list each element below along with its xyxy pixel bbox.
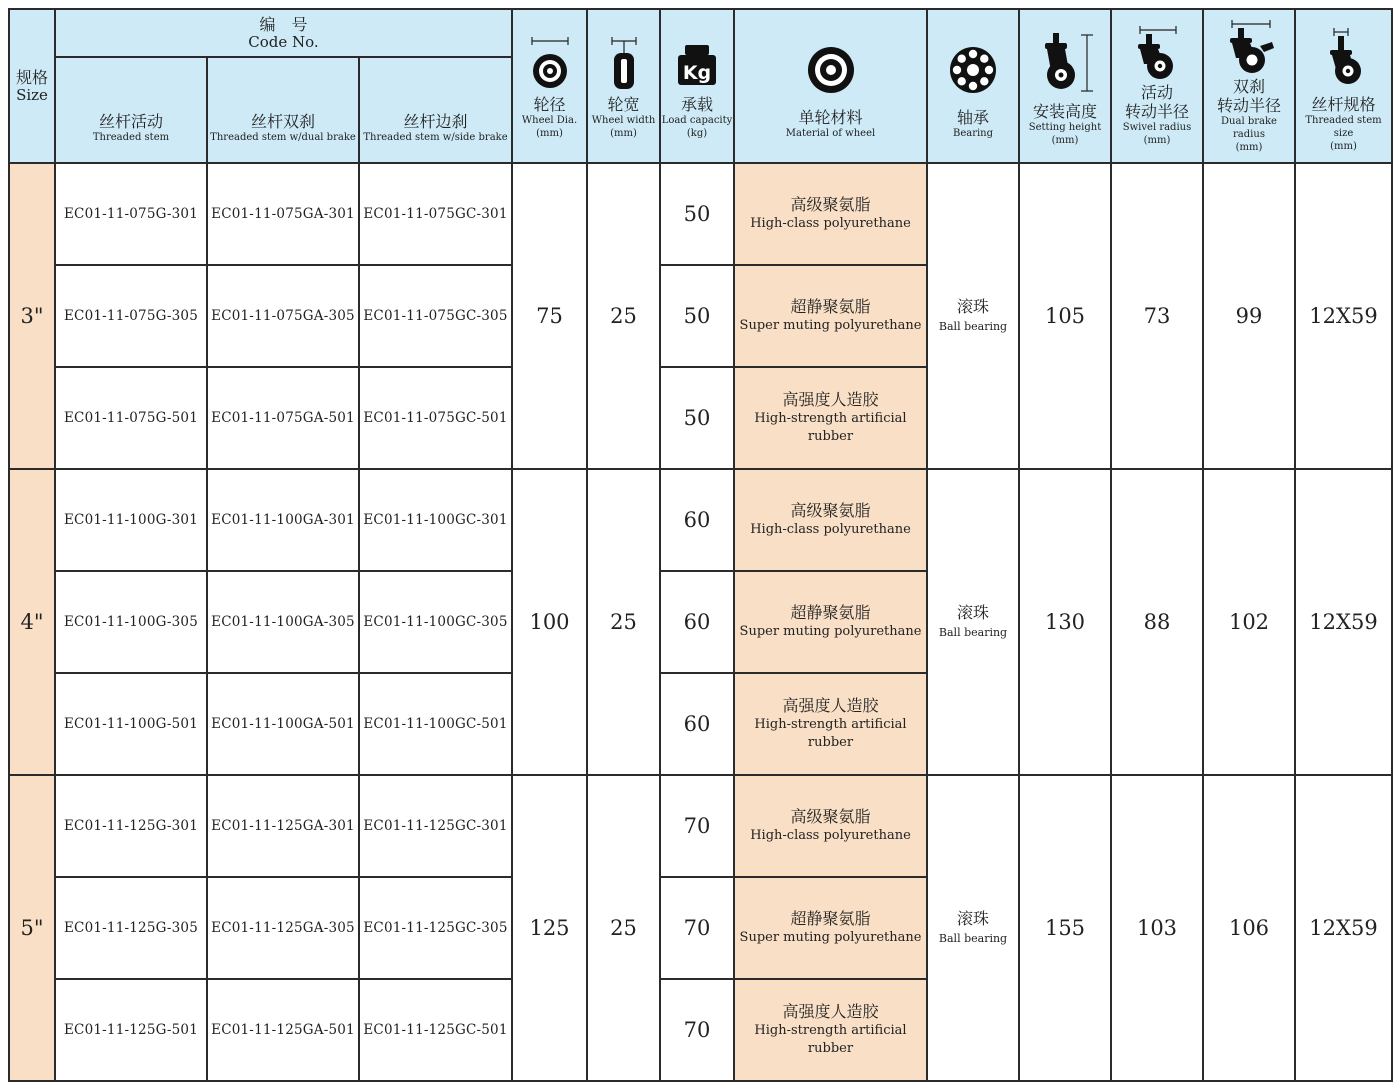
load-value: 60 bbox=[660, 571, 734, 673]
load-value: 70 bbox=[660, 775, 734, 877]
material-cell bbox=[734, 469, 927, 571]
size-label: 3" bbox=[20, 304, 44, 328]
code-side-brake: EC01-11-125GC-305 bbox=[359, 877, 512, 979]
size-label: 4" bbox=[20, 610, 44, 634]
header-code-en: Code No. bbox=[248, 33, 319, 51]
dual-brake-radius-value: 99 bbox=[1203, 163, 1295, 469]
code-dual-brake: EC01-11-100GA-305 bbox=[207, 571, 359, 673]
header-dia-zh: 轮径 bbox=[533, 94, 566, 114]
header-load-capacity bbox=[660, 9, 734, 163]
material-zh: 超静聚氨脂 bbox=[790, 909, 871, 928]
material-cell bbox=[734, 571, 927, 673]
header-stem-en: Threaded stem bbox=[92, 132, 170, 143]
header-dual-brake bbox=[207, 57, 359, 163]
header-dia-en: Wheel Dia. bbox=[521, 114, 578, 126]
header-height-zh: 安装高度 bbox=[1032, 101, 1097, 121]
header-dbr-zh1: 双刹 bbox=[1232, 76, 1265, 96]
header-material bbox=[734, 9, 927, 163]
stem-size-value: 12X59 bbox=[1295, 469, 1392, 775]
header-dual-en: Threaded stem w/dual brake bbox=[210, 132, 356, 143]
header-swivel-zh2: 转动半径 bbox=[1124, 102, 1189, 121]
setting-height-icon bbox=[1029, 31, 1101, 97]
wheel-diameter-icon bbox=[528, 35, 572, 93]
header-dbr-zh2: 转动半径 bbox=[1216, 95, 1281, 115]
swivel-radius-value: 103 bbox=[1111, 775, 1203, 1081]
header-size-zh: 规格 bbox=[15, 68, 48, 87]
material-zh: 高级聚氨脂 bbox=[790, 807, 871, 826]
code-threaded-stem: EC01-11-075G-301 bbox=[55, 163, 207, 265]
dual-brake-radius-icon bbox=[1216, 20, 1282, 76]
code-dual-brake: EC01-11-125GA-305 bbox=[207, 877, 359, 979]
code-threaded-stem: EC01-11-075G-305 bbox=[55, 265, 207, 367]
code-side-brake: EC01-11-100GC-305 bbox=[359, 571, 512, 673]
code-dual-brake: EC01-11-075GA-501 bbox=[207, 367, 359, 469]
material-en: High-strength artificial rubber bbox=[754, 1023, 907, 1056]
header-bearing bbox=[927, 9, 1019, 163]
header-swivel-en: Swivel radius bbox=[1122, 122, 1192, 133]
header-swivel-radius bbox=[1111, 9, 1203, 163]
swivel-radius-value: 73 bbox=[1111, 163, 1203, 469]
size-cell bbox=[9, 163, 55, 469]
code-side-brake: EC01-11-125GC-501 bbox=[359, 979, 512, 1081]
material-en: High-strength artificial rubber bbox=[754, 411, 907, 444]
material-cell bbox=[734, 367, 927, 469]
code-threaded-stem: EC01-11-100G-501 bbox=[55, 673, 207, 775]
bearing-en: Ball bearing bbox=[938, 626, 1008, 639]
code-dual-brake: EC01-11-100GA-301 bbox=[207, 469, 359, 571]
header-side-brake bbox=[359, 57, 512, 163]
wheel-material-icon bbox=[806, 45, 856, 95]
caster-spec-table bbox=[8, 8, 1393, 1082]
header-setting-height bbox=[1019, 9, 1111, 163]
header-height-en: Setting height bbox=[1028, 121, 1102, 133]
header-stemsize-zh: 丝杆规格 bbox=[1311, 95, 1376, 114]
stem-size-value: 12X59 bbox=[1295, 775, 1392, 1081]
material-cell bbox=[734, 265, 927, 367]
load-value: 70 bbox=[660, 877, 734, 979]
header-load-en: Load capacity bbox=[661, 114, 733, 126]
load-value: 50 bbox=[660, 367, 734, 469]
header-swivel-unit: (mm) bbox=[1143, 135, 1171, 146]
bearing-zh: 滚珠 bbox=[956, 909, 989, 928]
header-material-en: Material of wheel bbox=[785, 128, 876, 139]
bearing-zh: 滚珠 bbox=[956, 603, 989, 622]
material-zh: 高强度人造胶 bbox=[782, 1002, 879, 1021]
header-dia-unit: (mm) bbox=[536, 127, 563, 139]
header-dbr-unit: (mm) bbox=[1235, 141, 1263, 153]
dual-brake-radius-value: 102 bbox=[1203, 469, 1295, 775]
code-dual-brake: EC01-11-075GA-301 bbox=[207, 163, 359, 265]
material-en: Super muting polyurethane bbox=[739, 624, 922, 639]
header-wheel-dia bbox=[512, 9, 587, 163]
material-zh: 高强度人造胶 bbox=[782, 696, 879, 715]
header-width-zh: 轮宽 bbox=[607, 94, 640, 114]
header-width-en: Wheel width bbox=[591, 114, 656, 126]
size-cell bbox=[9, 469, 55, 775]
stem-size-value: 12X59 bbox=[1295, 163, 1392, 469]
code-side-brake: EC01-11-075GC-305 bbox=[359, 265, 512, 367]
material-cell bbox=[734, 163, 927, 265]
material-zh: 高强度人造胶 bbox=[782, 390, 879, 409]
header-bearing-en: Bearing bbox=[952, 128, 994, 139]
setting-height-value: 105 bbox=[1019, 163, 1111, 469]
swivel-radius-icon bbox=[1124, 26, 1190, 82]
material-cell bbox=[734, 877, 927, 979]
load-value: 50 bbox=[660, 163, 734, 265]
bearing-cell bbox=[927, 163, 1019, 469]
code-dual-brake: EC01-11-125GA-501 bbox=[207, 979, 359, 1081]
setting-height-value: 155 bbox=[1019, 775, 1111, 1081]
load-value: 70 bbox=[660, 979, 734, 1081]
table-row bbox=[9, 775, 1392, 877]
dual-brake-radius-value: 106 bbox=[1203, 775, 1295, 1081]
material-zh: 超静聚氨脂 bbox=[790, 603, 871, 622]
header-dual-zh: 丝杆双刹 bbox=[250, 112, 315, 131]
bearing-cell bbox=[927, 469, 1019, 775]
code-threaded-stem: EC01-11-125G-305 bbox=[55, 877, 207, 979]
weight-kg-icon bbox=[675, 39, 719, 89]
load-value: 60 bbox=[660, 673, 734, 775]
header-threaded-stem bbox=[55, 57, 207, 163]
header-dual-brake-radius bbox=[1203, 9, 1295, 163]
code-threaded-stem: EC01-11-125G-501 bbox=[55, 979, 207, 1081]
code-threaded-stem: EC01-11-125G-301 bbox=[55, 775, 207, 877]
code-threaded-stem: EC01-11-100G-305 bbox=[55, 571, 207, 673]
threaded-stem-size-icon bbox=[1314, 27, 1374, 87]
header-size-en: Size bbox=[16, 86, 48, 104]
wheel-width-value: 25 bbox=[587, 775, 660, 1081]
header-code-zh: 编 号 bbox=[259, 15, 308, 34]
code-side-brake: EC01-11-075GC-501 bbox=[359, 367, 512, 469]
size-label: 5" bbox=[20, 916, 44, 940]
bearing-zh: 滚珠 bbox=[956, 297, 989, 316]
code-dual-brake: EC01-11-125GA-301 bbox=[207, 775, 359, 877]
code-side-brake: EC01-11-100GC-301 bbox=[359, 469, 512, 571]
wheel-width-value: 25 bbox=[587, 469, 660, 775]
material-cell bbox=[734, 673, 927, 775]
wheel-dia-value: 125 bbox=[512, 775, 587, 1081]
wheel-dia-value: 75 bbox=[512, 163, 587, 469]
material-cell bbox=[734, 775, 927, 877]
material-en: High-class polyurethane bbox=[750, 522, 911, 537]
swivel-radius-value: 88 bbox=[1111, 469, 1203, 775]
material-zh: 超静聚氨脂 bbox=[790, 297, 871, 316]
ball-bearing-icon bbox=[948, 45, 998, 95]
wheel-width-value: 25 bbox=[587, 163, 660, 469]
header-stem-zh: 丝杆活动 bbox=[98, 112, 163, 131]
material-cell bbox=[734, 979, 927, 1081]
header-code-no bbox=[55, 9, 512, 57]
code-threaded-stem: EC01-11-100G-301 bbox=[55, 469, 207, 571]
code-dual-brake: EC01-11-100GA-501 bbox=[207, 673, 359, 775]
code-side-brake: EC01-11-075GC-301 bbox=[359, 163, 512, 265]
material-en: High-strength artificial rubber bbox=[754, 717, 907, 750]
header-material-zh: 单轮材料 bbox=[798, 108, 863, 127]
header-load-zh: 承载 bbox=[680, 94, 713, 114]
header-dbr-en: Dual brake radius bbox=[1221, 115, 1277, 140]
header-load-unit: (kg) bbox=[686, 127, 708, 139]
bearing-cell bbox=[927, 775, 1019, 1081]
size-cell bbox=[9, 775, 55, 1081]
header-swivel-zh1: 活动 bbox=[1140, 83, 1173, 102]
header-height-unit: (mm) bbox=[1051, 134, 1079, 146]
header-stem-size bbox=[1295, 9, 1392, 163]
bearing-en: Ball bearing bbox=[938, 320, 1008, 333]
header-size bbox=[9, 9, 55, 163]
material-en: High-class polyurethane bbox=[750, 216, 911, 231]
header-stemsize-en: Threaded stem size bbox=[1305, 115, 1382, 139]
code-side-brake: EC01-11-125GC-301 bbox=[359, 775, 512, 877]
table-row bbox=[9, 469, 1392, 571]
code-threaded-stem: EC01-11-075G-501 bbox=[55, 367, 207, 469]
header-side-zh: 丝杆边刹 bbox=[403, 112, 468, 131]
code-dual-brake: EC01-11-075GA-305 bbox=[207, 265, 359, 367]
wheel-dia-value: 100 bbox=[512, 469, 587, 775]
bearing-en: Ball bearing bbox=[938, 932, 1008, 945]
setting-height-value: 130 bbox=[1019, 469, 1111, 775]
material-en: High-class polyurethane bbox=[750, 828, 911, 843]
header-wheel-width bbox=[587, 9, 660, 163]
wheel-width-icon bbox=[604, 35, 644, 93]
material-zh: 高级聚氨脂 bbox=[790, 195, 871, 214]
load-value: 50 bbox=[660, 265, 734, 367]
header-bearing-zh: 轴承 bbox=[956, 108, 989, 127]
code-side-brake: EC01-11-100GC-501 bbox=[359, 673, 512, 775]
header-stemsize-unit: (mm) bbox=[1330, 141, 1357, 152]
header-side-en: Threaded stem w/side brake bbox=[363, 132, 508, 143]
load-value: 60 bbox=[660, 469, 734, 571]
material-en: Super muting polyurethane bbox=[739, 930, 922, 945]
material-en: Super muting polyurethane bbox=[739, 318, 922, 333]
material-zh: 高级聚氨脂 bbox=[790, 501, 871, 520]
header-width-unit: (mm) bbox=[610, 127, 637, 139]
kg-icon-text: Kg bbox=[682, 61, 712, 84]
table-row bbox=[9, 163, 1392, 265]
